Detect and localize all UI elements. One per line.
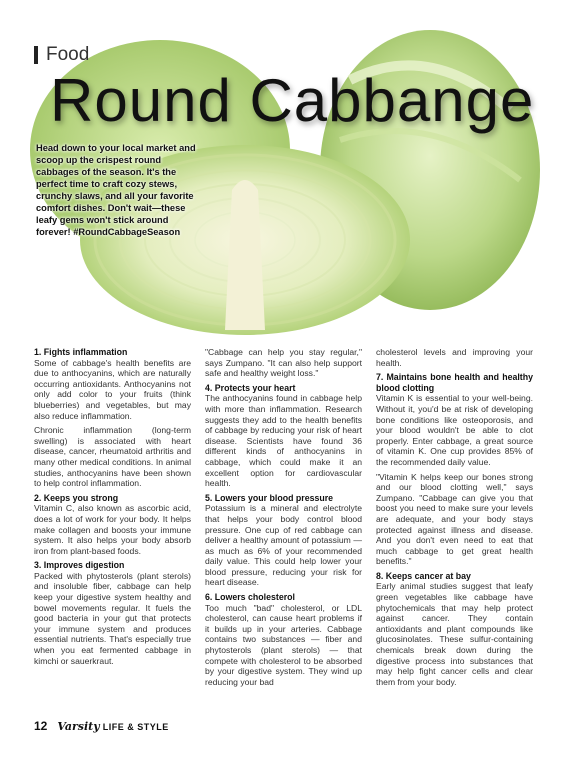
body-paragraph: The anthocyanins found in cabbage help with more than inflammation. Research suggests they add to the health benefits of cabbage by reducing your risk of heart disease. Scientists have found 36 different kinds of anthocyanins in cabbage, which could make it an excellent option for cardiovascular health. [205, 393, 362, 489]
section-heading: 8. Keeps cancer at bay [376, 570, 471, 581]
section-bar [34, 46, 38, 64]
intro-text: Head down to your local market and scoop up the crispest round cabbages of the season. It's the perfect time to craft cozy stews, crunchy slaws, and all your favorite comfort dishes. Don't wait—these leafy gems won't stick around forever! #RoundCabbageSeason [36, 143, 196, 237]
section-heading: 2. Keeps you strong [34, 492, 119, 503]
body-paragraph: Potassium is a mineral and electrolyte that helps your body control blood pressure. One cup of red cabbage can deliver a healthy amount of potassium — as much as 6% of your recommended daily value. This could help lower your blood pressure, reducing your risk for heart disease. [205, 503, 362, 588]
section-name: Food [46, 44, 90, 65]
body-paragraph: "Vitamin K helps keep our bones strong and our blood clotting well," says Zumpano. "Cabbage can give you that boost you need to make sure your levels are adequate, and your body stays protected against illness and disease. And you don't even need to eat that much cabbage to get great health benefits." [376, 471, 533, 567]
section-heading: 5. Lowers your blood pressure [205, 492, 334, 503]
body-paragraph: Vitamin C, also known as ascorbic acid, does a lot of work for your body. It helps make collagen and boosts your immune system. It also helps your body absorb iron from plant-based foods. [34, 503, 191, 556]
body-paragraph: Some of cabbage's health benefits are due to anthocyanins, which are naturally occurring antioxidants. Anthocyanins not only add color to your fruits (think blueberries) and vegetables, but may also reduce inflammation. [34, 357, 191, 421]
body-paragraph: cholesterol levels and improving your health. [376, 347, 533, 368]
magazine-logo-script: Varsity [57, 719, 100, 733]
section-label [34, 44, 89, 66]
section-heading: 1. Fights inflammation [34, 347, 128, 357]
body-paragraph: "Cabbage can help you stay regular," says Zumpano. "It can also help support safe and healthy weight loss." [205, 347, 362, 379]
body-paragraph: Too much "bad" cholesterol, or LDL cholesterol, can cause heart problems if it builds up in your arteries. Cabbage contains two substances — fiber and phytosterols (plant sterols) — that compete with cholesterol to be absorbed by your digestive system. They wind up reducing your bad [205, 602, 362, 687]
section-heading: 4. Protects your heart [205, 382, 296, 393]
page-footer [34, 719, 169, 733]
body-paragraph: Vitamin K is essential to your well-being. Without it, you'd be at risk of developing bone conditions like osteoporosis, and your blood wouldn't be able to clot properly. Enter cabbage, a great source of vitamin K. One cup provides 85% of the recommended daily value. [376, 393, 533, 467]
magazine-logo-sub: LIFE & STYLE [102, 721, 169, 732]
section-heading: 3. Improves digestion [34, 560, 125, 571]
article-columns [34, 347, 534, 707]
section-heading: 6. Lowers cholesterol [205, 592, 295, 603]
article-column-2 [205, 347, 362, 707]
page-title: Round Cabbange [50, 67, 535, 134]
page-number: 12 [34, 719, 48, 733]
body-paragraph: Early animal studies suggest that leafy green vegetables like cabbage have phytochemicals that may help protect against cancer. They contain antioxidants and plant compounds like glucosinolates. These sulfur-containing chemicals break down during the digestive process into substances that may help fight cancer cells and clear them from your body. [376, 581, 533, 687]
article-column-3 [376, 347, 533, 707]
body-paragraph: Chronic inflammation (long-term swelling) is associated with heart disease, cancer, rheumatoid arthritis and many other medical conditions. In animal studies, anthocyanins have been shown to help control inflammation. [34, 425, 191, 489]
article-column-1 [34, 347, 191, 707]
body-paragraph: Packed with phytosterols (plant sterols) and insoluble fiber, cabbage can help keep your digestive system healthy and bowel movements regular. It fuels the good bacteria in your gut that protects your immune system and produces essential nutrients. That's especially true when you eat fermented cabbage in kimchi or sauerkraut. [34, 570, 191, 666]
magazine-logo [57, 720, 168, 733]
section-heading: 7. Maintains bone health and healthy blood clotting [376, 372, 533, 393]
